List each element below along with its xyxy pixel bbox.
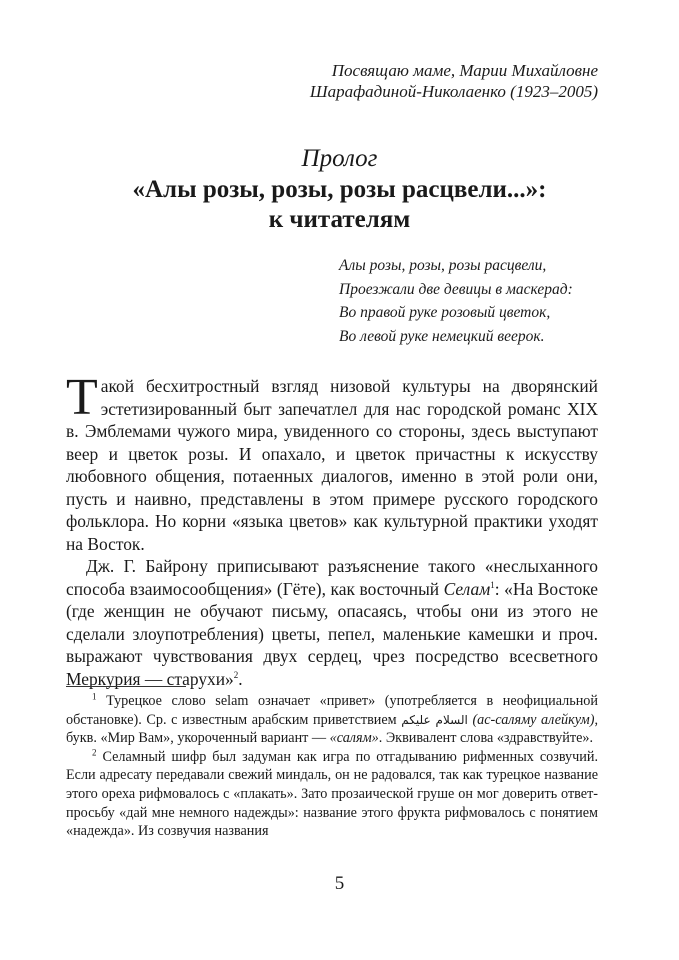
paragraph-2-text: Дж. Г. Байрону приписывают разъяснение такого «неслыханного способа взаимосообщения» (Гёте), как восточный: [66, 556, 598, 599]
footnote-2: [66, 748, 598, 841]
footnote-ref-2[interactable]: 2: [233, 669, 239, 680]
epigraph-line: Проезжали две девицы в маскерад:: [339, 280, 573, 298]
paragraph-1: [66, 369, 598, 555]
drop-cap: Т: [66, 369, 98, 426]
footnote-1-text: Турецкое слово selam означает «привет» (употребляется в неофициальной обстановке). Ср. с известным арабским приветствием: [66, 693, 598, 728]
footnotes: [66, 692, 598, 841]
main-text: [66, 369, 598, 690]
epigraph: [339, 254, 619, 348]
epigraph-line: Алы розы, розы, розы расцвели,: [339, 257, 547, 274]
chapter-title-line-1: «Алы розы, розы, розы расцвели...»:: [132, 176, 547, 203]
dedication: [78, 60, 598, 102]
chapter-title: [0, 175, 679, 235]
footnote-1-text: . Эквивалент слова «здравствуйте».: [378, 730, 594, 747]
paragraph-2-text: : «На Востоке (где женщин не обучают письму, опасаясь, чтобы они из этого не сделали злоупотребления) цветы, пепел, маленькие камешки и проч. выражают чувствования двух сердец, чрез посредство всесветного Меркурия — старухи»: [66, 578, 598, 689]
footnote-2-number: 2: [92, 747, 97, 758]
page-number: 5: [334, 873, 345, 894]
epigraph-line: Во правой руке розовый цветок,: [339, 304, 551, 321]
dedication-line-1: Посвящаю маме, Марии Михайловне: [331, 61, 598, 80]
dedication-line-2: Шарафадиной-Николаенко (1923–2005): [309, 82, 598, 101]
footnote-2-text: Селамный шифр был задуман как игра по отгадыванию рифменных созвучий. Если адресату передавали свежий миндаль, он не радовался, так как турецкое название этого ореха рифмовалось с «плакать». Зато прозаической груше он мог доверить ответ-просьбу «дай мне немного надежды»: название этого фрукта рифмовалось с понятием «надежда». Из созвучия названия: [66, 748, 598, 840]
footnote-1-number: 1: [92, 691, 97, 702]
footnote-1-text: , букв. «Мир Вам», укороченный вариант —: [66, 711, 598, 747]
paragraph-1-text: акой бесхитростный взгляд низовой культуры на дворянский эстетизированный быт запечатлел для нас городской романс XIX в. Эмблемами чужого мира, увиденного со стороны, здесь выступают веер и цветок розы. И опахало, и цветок причастны к искусству любовного общения, потаенных диалогов, именно в этой роли они, пусть и наивно, представлены в этом примере русского городского фольклора. Но корни «языка цветов» как культурной практики уходят на Восток.: [66, 376, 598, 554]
footnote-ref-1[interactable]: 1: [490, 579, 495, 590]
chapter-title-line-2: к читателям: [268, 206, 411, 233]
arabic-greeting: السلام عليكم: [401, 712, 468, 727]
paragraph-2: [66, 555, 598, 690]
footnote-1: [66, 692, 598, 748]
short-form: «салям»: [329, 730, 379, 747]
epigraph-line: Во левой руке немецкий веерок.: [339, 327, 545, 345]
selam-term: Селам: [443, 578, 491, 599]
paragraph-2-end: .: [238, 668, 243, 689]
footnote-divider: [66, 686, 186, 687]
transliteration: (ас-саляму алейкум): [472, 711, 595, 728]
prolog-title: Пролог: [301, 145, 378, 172]
